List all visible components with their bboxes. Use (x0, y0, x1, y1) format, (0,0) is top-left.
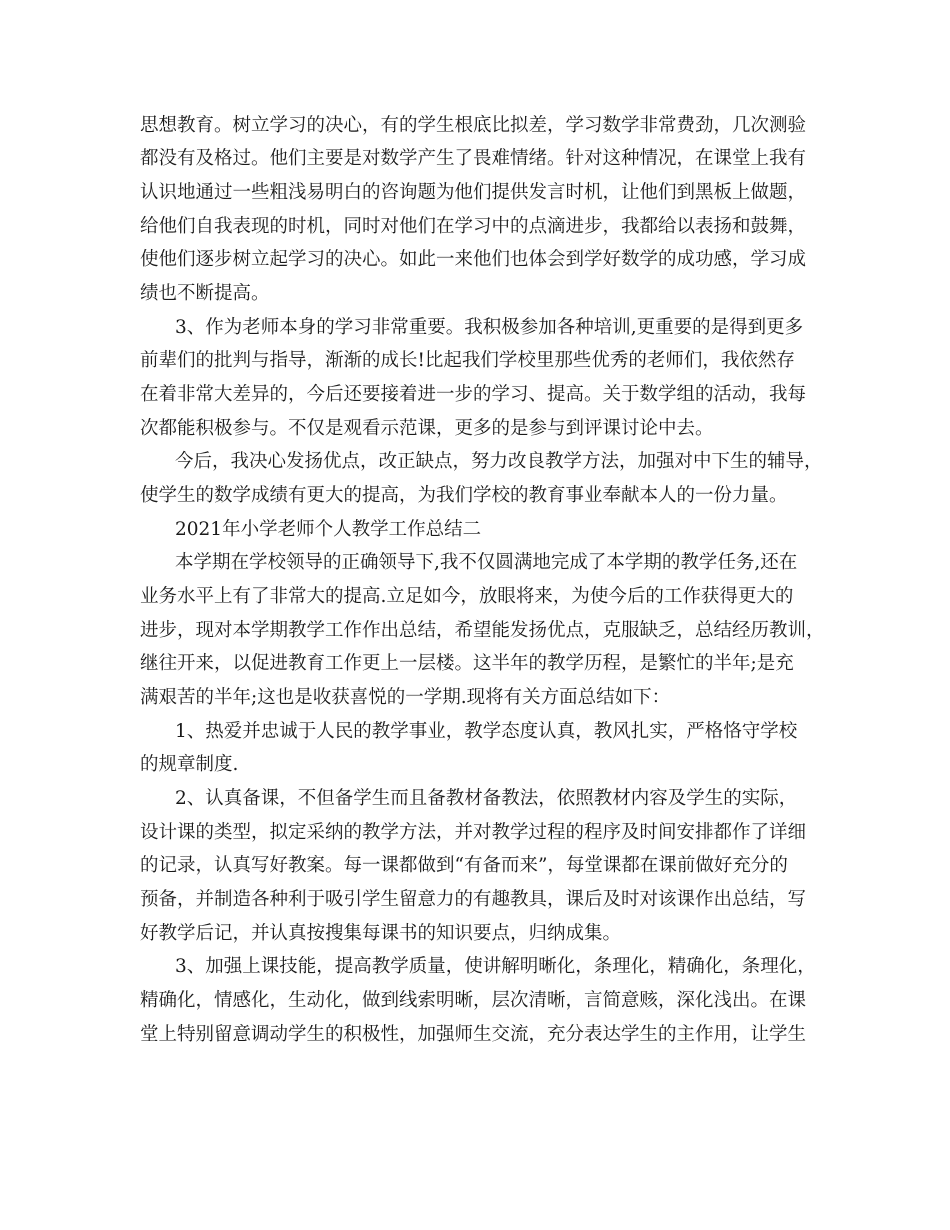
text-line: 前辈们的批判与指导，渐渐的成长!比起我们学校里那些优秀的老师们，我依然存 (140, 350, 795, 371)
paragraph-first-line: 3、作为老师本身的学习非常重要。我积极参加各种培训,更重要的是得到更多 (175, 317, 804, 338)
text-line: 思想教育。树立学习的决心，有的学生根底比拟差，学习数学非常费劲，几次测验 (140, 115, 807, 136)
text-line: 次都能积极参与。不仅是观看示范课，更多的是参与到评课讨论中去。 (140, 418, 714, 439)
paragraph-first-line: 1、热爱并忠诚于人民的教学事业，教学态度认真，教风扎实，严格恪守学校 (175, 721, 798, 742)
text-line: 使学生的数学成绩有更大的提高，为我们学校的教育事业奉献本人的一份力量。 (140, 485, 788, 506)
text-line: 好教学后记，并认真按搜集每课书的知识要点，归纳成集。 (140, 923, 622, 944)
text-line: 在着非常大差异的，今后还要接着进一步的学习、提高。关于数学组的活动，我每 (140, 384, 807, 405)
text-line: 绩也不断提高。 (140, 283, 270, 304)
paragraph-first-line: 2、认真备课，不但备学生而且备教材备教法，依照教材内容及学生的实际， (175, 788, 798, 809)
text-line: 给他们自我表现的时机，同时对他们在学习中的点滴进步，我都给以表扬和鼓舞， (140, 216, 807, 237)
text-line: 设计课的类型，拟定采纳的教学方法，并对教学过程的程序及时间安排都作了详细 (140, 822, 807, 843)
text-line: 都没有及格过。他们主要是对数学产生了畏难情绪。针对这种情况，在课堂上我有 (140, 148, 807, 169)
text-line: 进步，现对本学期教学工作作出总结，希望能发扬优点，克服缺乏，总结经历教训， (140, 620, 825, 641)
text-line: 的规章制度. (140, 754, 239, 775)
text-line: 继往开来，以促进教育工作更上一层楼。这半年的教学历程，是繁忙的半年;是充 (140, 653, 794, 674)
text-line: 满艰苦的半年;这也是收获喜悦的一学期.现将有关方面总结如下： (140, 687, 671, 708)
text-line: 预备，并制造各种利于吸引学生留意力的有趣教具，课后及时对该课作出总结，写 (140, 889, 807, 910)
text-line: 精确化，情感化，生动化，做到线索明晰，层次清晰，言简意赅，深化浅出。在课 (140, 990, 807, 1011)
paragraph-first-line: 3、加强上课技能，提高教学质量，使讲解明晰化，条理化，精确化，条理化， (175, 956, 816, 977)
text-line: 的记录，认真写好教案。每一课都做到“有备而来”，每堂课都在课前做好充分的 (140, 855, 788, 876)
paragraph-first-line: 今后，我决心发扬优点，改正缺点，努力改良教学方法，加强对中下生的辅导， (175, 451, 823, 472)
text-line: 使他们逐步树立起学习的决心。如此一来他们也体会到学好数学的成功感，学习成 (140, 249, 807, 270)
text-line: 堂上特别留意调动学生的积极性，加强师生交流，充分表达学生的主作用，让学生 (140, 1024, 807, 1045)
section-heading: 2021年小学老师个人教学工作总结二 (175, 519, 482, 540)
text-line: 业务水平上有了非常大的提高.立足如今，放眼将来，为使今后的工作获得更大的 (140, 586, 794, 607)
text-line: 认识地通过一些粗浅易明白的咨询题为他们提供发言时机，让他们到黑板上做题， (140, 182, 807, 203)
paragraph-first-line: 本学期在学校领导的正确领导下,我不仅圆满地完成了本学期的教学任务,还在 (175, 552, 798, 573)
